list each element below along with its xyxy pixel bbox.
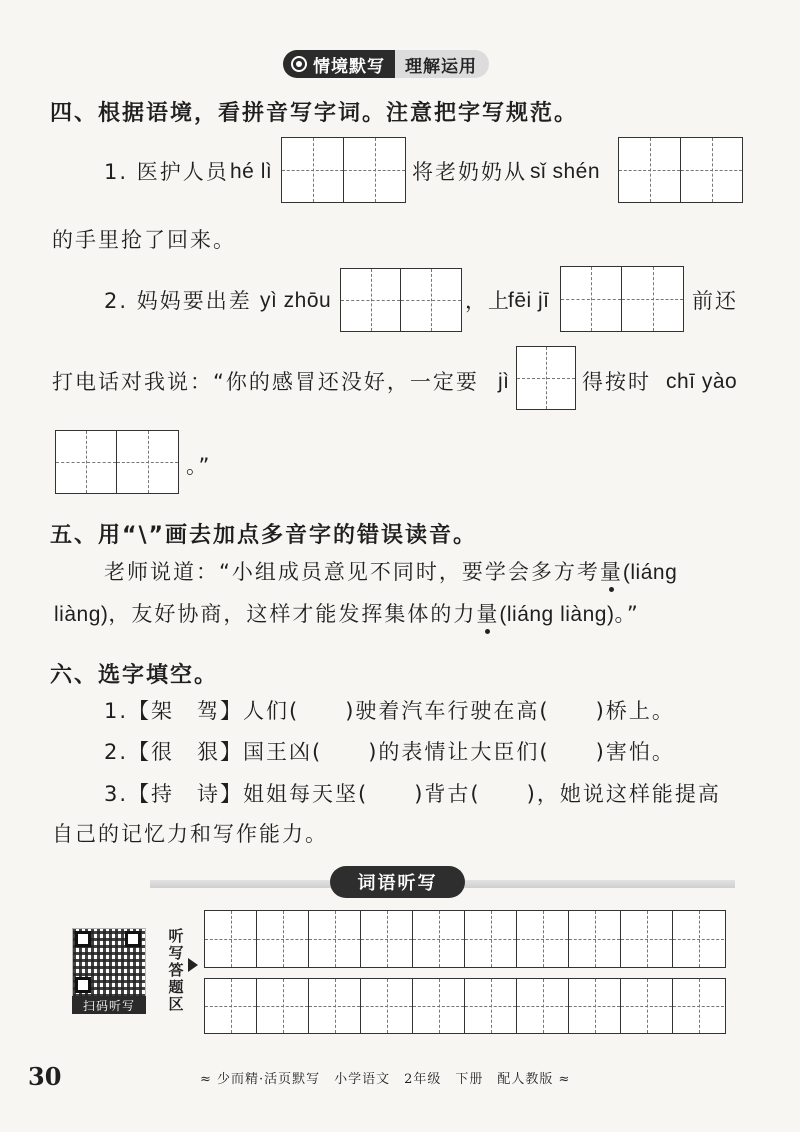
s6-q1 bbox=[104, 697, 675, 725]
s6-q2-choice: 【很 狠】 bbox=[128, 740, 244, 764]
q2-pinyin-3: jì bbox=[498, 370, 510, 393]
s6-q3 bbox=[104, 780, 721, 808]
s5-dotted-char-1: 量 bbox=[599, 560, 623, 584]
page-number: 30 bbox=[28, 1062, 62, 1091]
s5-line2 bbox=[54, 600, 640, 629]
q2-grid-2[interactable] bbox=[560, 266, 684, 332]
badge-subtitle: 理解运用 bbox=[395, 50, 489, 78]
q2-grid-3[interactable] bbox=[516, 346, 576, 410]
s6-q1-num: 1. bbox=[104, 699, 129, 723]
medal-icon bbox=[291, 56, 307, 72]
q2-line2-middle: 得按时 bbox=[582, 370, 651, 394]
dictation-banner: 词语听写 bbox=[330, 866, 465, 898]
s5-pinyin-2: (liáng liàng) bbox=[499, 603, 615, 626]
s6-q1-text: 人们( )驶着汽车行驶在高( )桥上。 bbox=[243, 699, 675, 723]
q2-pinyin-4: chī yào bbox=[666, 370, 738, 393]
footer-text: ≈ 少而精·活页默写 小学语文 2年级 下册 配人教版 ≈ bbox=[200, 1072, 571, 1087]
section4-title: 四、根据语境，看拼音写字词。注意把字写规范。 bbox=[50, 101, 579, 126]
s6-q3-choice: 【持 诗】 bbox=[128, 782, 244, 806]
s5-line1 bbox=[104, 558, 677, 587]
section6-title: 六、选字填空。 bbox=[50, 663, 219, 688]
s5-pinyin-1b: liàng) bbox=[54, 603, 109, 626]
q1-prefix: 1. 医护人员 bbox=[104, 160, 229, 184]
q2-line2-prefix: 打电话对我说：“你的感冒还没好，一定要 bbox=[52, 370, 479, 394]
qr-finder-top-right bbox=[125, 931, 141, 947]
dictation-grid-row-1[interactable] bbox=[204, 910, 726, 968]
s6-q2 bbox=[104, 738, 675, 766]
badge-dark-part bbox=[283, 50, 395, 78]
q2-grid-4[interactable] bbox=[55, 430, 179, 494]
q2-prefix: 2. 妈妈要出差 bbox=[104, 289, 252, 313]
section-badge bbox=[283, 50, 489, 78]
s6-q2-text: 国王凶( )的表情让大臣们( )害怕。 bbox=[243, 740, 675, 764]
s5-line2-text: ，友好协商，这样才能发挥集体的力 bbox=[108, 602, 477, 626]
q2-pinyin-1: yì zhōu bbox=[260, 289, 332, 312]
q2-pinyin-2: fēi jī bbox=[508, 289, 550, 312]
qr-finder-top-left bbox=[75, 931, 91, 947]
arrow-right-icon bbox=[188, 958, 198, 972]
q1-pinyin-1: hé lì bbox=[230, 160, 273, 183]
s6-q3-num: 3. bbox=[104, 782, 129, 806]
side-label-char: 听 bbox=[168, 927, 184, 945]
s5-dotted-char-2: 量 bbox=[476, 602, 500, 626]
q2-tail-text: 前还 bbox=[692, 289, 738, 313]
s6-q2-num: 2. bbox=[104, 740, 129, 764]
q1-continuation: 的手里抢了回来。 bbox=[52, 228, 236, 252]
q2-middle-text: ，上 bbox=[465, 289, 511, 313]
s5-line2-end: 。” bbox=[614, 602, 640, 626]
section5-title: 五、用“\”画去加点多音字的错误读音。 bbox=[50, 523, 477, 548]
s6-q1-choice: 【架 驾】 bbox=[128, 699, 244, 723]
s6-q3-continuation: 自己的记忆力和写作能力。 bbox=[52, 822, 328, 846]
side-label-char: 答 bbox=[168, 961, 184, 979]
s6-q3-text: 姐姐每天坚( )背古( )，她说这样能提高 bbox=[243, 782, 721, 806]
dictation-grid-row-2[interactable] bbox=[204, 978, 726, 1034]
badge-title: 情境默写 bbox=[313, 56, 385, 77]
q1-pinyin-2: sǐ shén bbox=[530, 160, 601, 183]
side-label-char: 区 bbox=[168, 995, 184, 1013]
s5-pinyin-1a: (liáng bbox=[622, 561, 678, 584]
qr-finder-bottom-left bbox=[75, 977, 91, 993]
q1-grid-2[interactable] bbox=[618, 137, 743, 203]
q2-grid-1[interactable] bbox=[340, 268, 462, 332]
dictation-side-label bbox=[166, 928, 186, 1013]
side-label-char: 题 bbox=[168, 978, 184, 996]
q2-end: 。” bbox=[186, 454, 212, 478]
q1-middle-text: 将老奶奶从 bbox=[412, 160, 527, 184]
s5-line1-text: 老师说道：“小组成员意见不同时，要学会多方考 bbox=[104, 560, 600, 584]
q1-grid-1[interactable] bbox=[281, 137, 406, 203]
qr-label: 扫码听写 bbox=[72, 996, 146, 1014]
side-label-char: 写 bbox=[168, 944, 184, 962]
